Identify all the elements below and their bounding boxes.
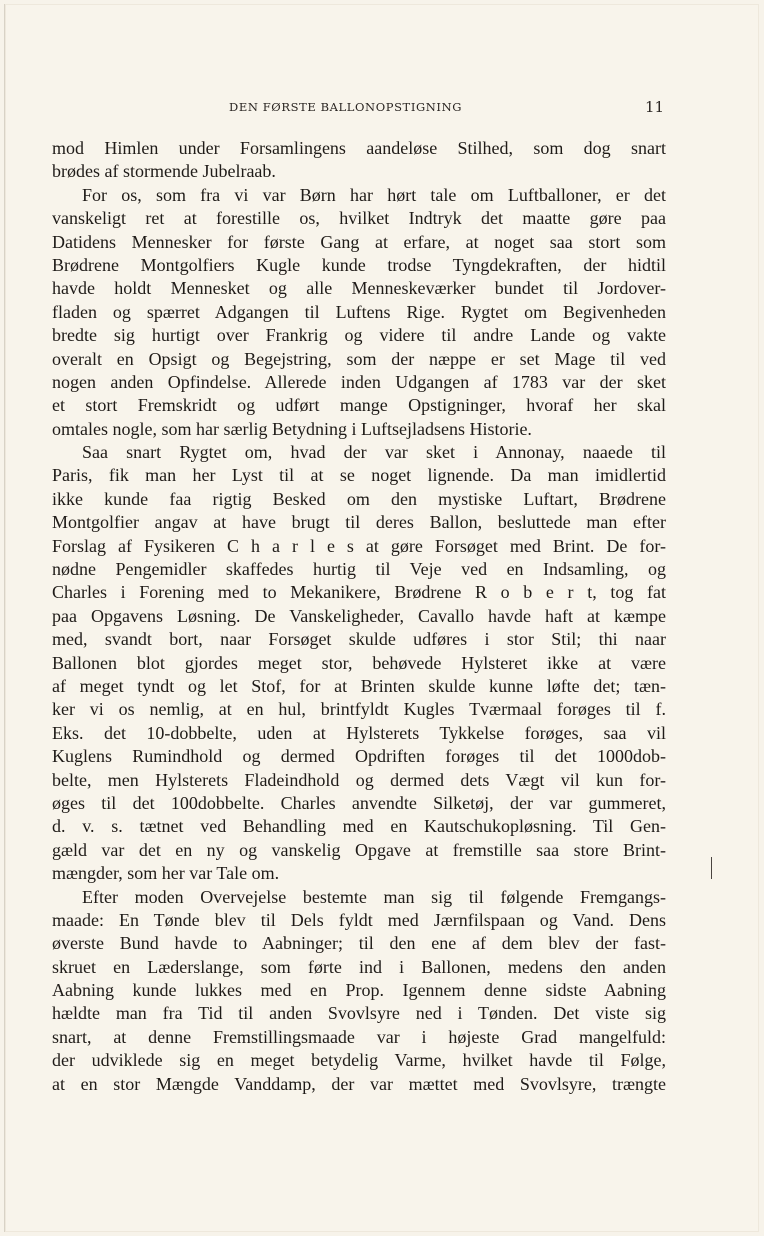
text-line: Efter moden Overvejelse bestemte man sig til følgende Fremgangs- [82,886,666,907]
text-line: mod Himlen under Forsamlingens aandeløse Stilhed, som dog snart [52,138,666,158]
text-line: Saa snart Rygtet om, hvad der var sket i Annonay, naaede til [82,442,666,463]
text-line: mængder, som her var Tale om. [52,863,280,884]
text-line: Eks. det 10-dobbelte, uden at Hylsterets Tykkelse forøges, saa vil [52,722,666,743]
text-line: vanskeligt ret at forestille os, hvilket Indtryk det maatte gøre paa [52,208,666,229]
text-line: øverste Bund havde to Aabninger; til den ene af dem blev der fast- [52,933,666,954]
body-text [52,137,666,1096]
text-line: Datidens Mennesker for første Gang at erfare, at noget saa stort som [52,231,666,252]
text-line: fladen og spærret Adgangen til Luftens Rige. Rygtet om Begivenheden [52,301,666,322]
text-line: overalt en Opsigt og Begejstring, som der næppe er set Mage til ved [52,348,666,369]
text-line: havde holdt Mennesket og alle Menneskeværker bundet til Jordover- [52,278,666,299]
text-line: at en stor Mængde Vanddamp, der var mættet med Svovlsyre, trængte [52,1073,666,1094]
margin-mark [711,857,712,879]
text-line: snart, at denne Fremstillingsmaade var i højeste Grad mangelfuld: [52,1026,666,1047]
text-line: af meget tyndt og let Stof, for at Brinten skulde kunne løfte det; tæn- [52,675,666,696]
text-line: ker vi os nemlig, at en hul, brintfyldt Kugles Tværmaal forøges til f. [52,699,666,720]
page-number: 11 [645,98,665,116]
text-line: ikke kunde faa rigtig Besked om den mystiske Luftart, Brødrene [52,488,666,509]
text-line: d. v. s. tætnet ved Behandling med en Kautschukopløsning. Til Gen- [52,816,666,837]
text-line: brødes af stormende Jubelraab. [52,161,276,182]
text-line: belte, men Hylsterets Fladeindhold og dermed dets Vægt vil kun for- [52,769,666,790]
text-line: maade: En Tønde blev til Dels fyldt med Jærnfilspaan og Vand. Dens [52,909,666,930]
text-line: nogen anden Opfindelse. Allerede inden Udgangen af 1783 var der sket [52,371,666,392]
text-line: Paris, fik man her Lyst til at se noget lignende. Da man imidlertid [52,465,666,486]
text-line: skruet en Læderslange, som førte ind i Ballonen, medens den anden [52,956,666,977]
text-line: Ballonen blot gjordes meget stor, behøvede Hylsteret ikke at være [52,652,666,673]
text-line: Kuglens Rumindhold og dermed Opdriften forøges til det 1000dob- [52,746,666,767]
running-title: DEN FØRSTE BALLONOPSTIGNING [229,100,463,114]
text-line: der udviklede sig en meget betydelig Varme, hvilket havde til Følge, [52,1050,666,1071]
text-line: omtales nogle, som har særlig Betydning i Luftsejladsens Historie. [52,418,532,439]
text-line: øges til det 100dobbelte. Charles anvendte Silketøj, der var gummeret, [52,792,666,813]
text-line: gæld var det en ny og vanskelig Opgave at fremstille saa store Brint- [52,839,666,860]
book-page [4,4,759,1232]
text-line: hældte man fra Tid til anden Svovlsyre ned i Tønden. Det viste sig [52,1003,666,1024]
text-line: For os, som fra vi var Børn har hørt tale om Luftballoner, er det [82,184,666,205]
text-line: med, svandt bort, naar Forsøget skulde udføres i stor Stil; thi naar [52,629,666,650]
text-line: bredte sig hurtigt over Frankrig og videre til andre Lande og vakte [52,325,666,346]
page-header [5,100,759,120]
text-line: et stort Fremskridt og udført mange Opstigninger, hvoraf her skal [52,395,666,416]
text-line: Charles i Forening med to Mekanikere, Brødrene R o b e r t, tog fat [52,582,666,603]
text-line: Forslag af Fysikeren C h a r l e s at gøre Forsøget med Brint. De for- [52,535,666,556]
text-line: Aabning kunde lukkes med en Prop. Igennem denne sidste Aabning [52,980,666,1001]
text-line: Montgolfier angav at have brugt til deres Ballon, besluttede man efter [52,512,666,533]
text-line: nødne Pengemidler skaffedes hurtig til Veje ved en Indsamling, og [52,559,666,580]
text-line: paa Opgavens Løsning. De Vanskeligheder, Cavallo havde haft at kæmpe [52,605,666,626]
text-line: Brødrene Montgolfiers Kugle kunde trodse Tyngdekraften, der hidtil [52,254,666,275]
